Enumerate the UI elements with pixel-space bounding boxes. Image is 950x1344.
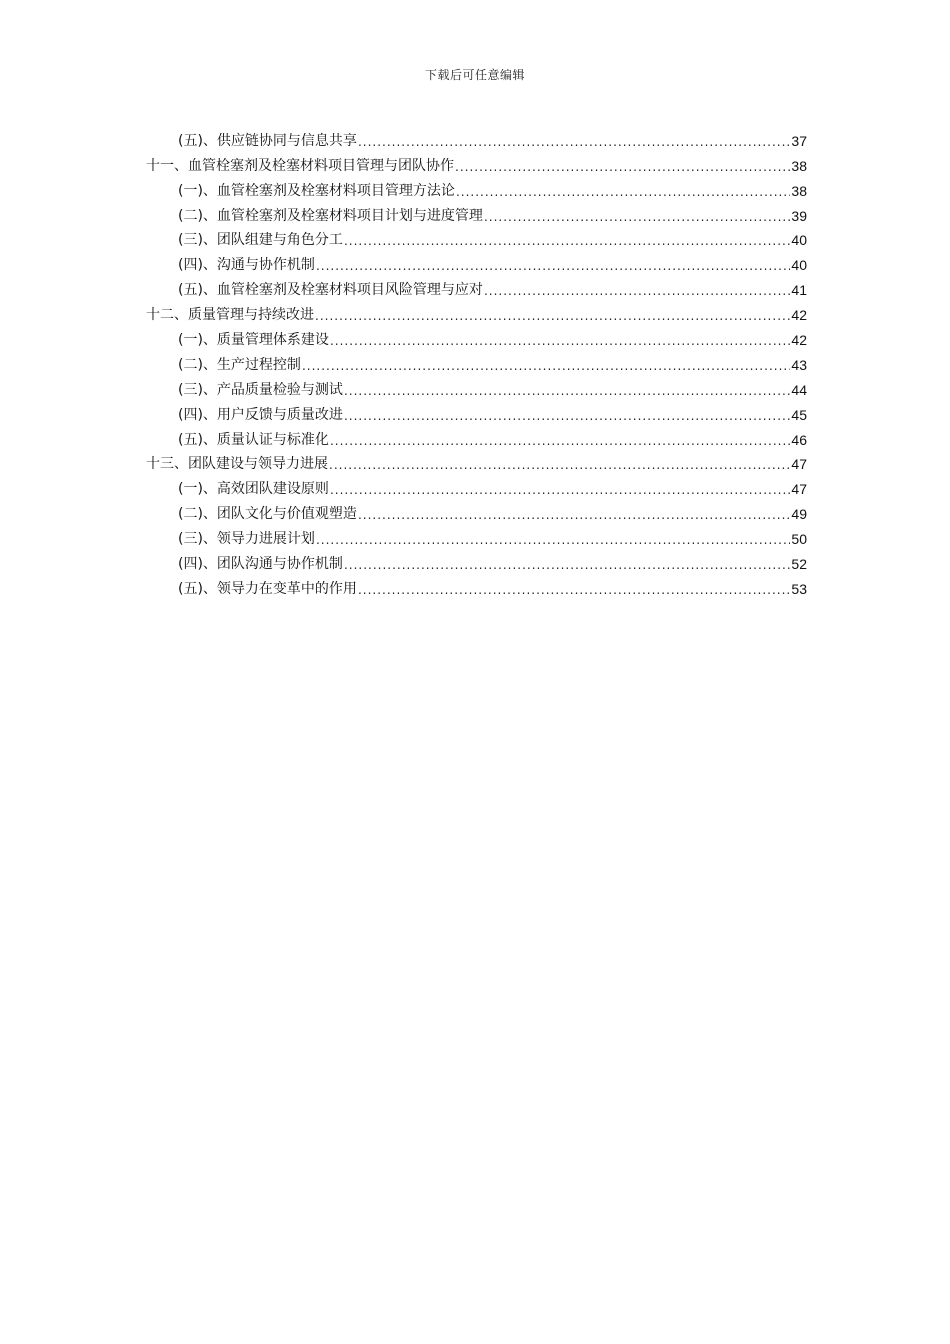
toc-page-number: 42 — [791, 332, 807, 349]
toc-entry-title: (五)、领导力在变革中的作用 — [178, 580, 357, 597]
toc-dot-leader — [344, 232, 790, 250]
page-header: 下载后可任意编辑 — [424, 68, 525, 82]
toc-dot-leader — [358, 133, 790, 151]
toc-entry[interactable] — [146, 350, 807, 375]
toc-page-number: 40 — [791, 232, 807, 249]
toc-entry-title: (四)、沟通与协作机制 — [178, 257, 315, 274]
toc-entry-title: (五)、质量认证与标准化 — [178, 431, 329, 448]
toc-entry[interactable] — [146, 375, 807, 400]
toc-page-number: 52 — [791, 556, 807, 573]
toc-entry[interactable] — [146, 574, 807, 599]
toc-page-number: 44 — [791, 381, 807, 398]
toc-entry[interactable] — [146, 549, 807, 574]
toc-dot-leader — [329, 456, 790, 474]
toc-entry[interactable] — [146, 126, 807, 151]
table-of-contents — [146, 126, 807, 599]
toc-page-number: 46 — [791, 431, 807, 448]
toc-page-number: 42 — [791, 307, 807, 324]
toc-dot-leader — [330, 332, 790, 350]
toc-entry[interactable] — [146, 275, 807, 300]
toc-entry-title: (一)、高效团队建设原则 — [178, 481, 329, 498]
toc-dot-leader — [358, 506, 790, 524]
toc-entry[interactable] — [146, 499, 807, 524]
toc-dot-leader — [484, 208, 790, 226]
toc-entry[interactable] — [146, 250, 807, 275]
toc-page-number: 49 — [791, 506, 807, 523]
toc-entry-title: (二)、团队文化与价值观塑造 — [178, 506, 357, 523]
toc-dot-leader — [344, 407, 790, 425]
toc-page-number: 47 — [791, 481, 807, 498]
toc-page-number: 47 — [791, 456, 807, 473]
toc-page-number: 43 — [791, 356, 807, 373]
toc-dot-leader — [316, 531, 790, 549]
toc-dot-leader — [315, 307, 790, 325]
toc-entry[interactable] — [146, 325, 807, 350]
toc-entry-title: (四)、团队沟通与协作机制 — [178, 556, 343, 573]
toc-entry[interactable] — [146, 524, 807, 549]
toc-dot-leader — [330, 432, 790, 450]
toc-entry[interactable] — [146, 450, 807, 475]
toc-entry[interactable] — [146, 474, 807, 499]
toc-entry-title: (三)、团队组建与角色分工 — [178, 232, 343, 249]
toc-dot-leader — [358, 581, 790, 599]
toc-dot-leader — [344, 382, 790, 400]
toc-dot-leader — [316, 257, 790, 275]
toc-entry[interactable] — [146, 425, 807, 450]
toc-page-number: 45 — [791, 406, 807, 423]
toc-entry-title: (二)、生产过程控制 — [178, 356, 301, 373]
toc-dot-leader — [302, 357, 790, 375]
toc-entry-title: 十三、团队建设与领导力进展 — [146, 456, 328, 473]
toc-entry[interactable] — [146, 201, 807, 226]
toc-entry-title: (四)、用户反馈与质量改进 — [178, 406, 343, 423]
toc-entry-title: (一)、质量管理体系建设 — [178, 332, 329, 349]
toc-page-number: 39 — [791, 207, 807, 224]
toc-page-number: 40 — [791, 257, 807, 274]
toc-entry-title: 十二、质量管理与持续改进 — [146, 307, 314, 324]
toc-page-number: 38 — [791, 182, 807, 199]
toc-entry-title: (一)、血管栓塞剂及栓塞材料项目管理方法论 — [178, 182, 455, 199]
toc-page-number: 50 — [791, 531, 807, 548]
toc-entry-title: (三)、领导力进展计划 — [178, 531, 315, 548]
toc-dot-leader — [484, 282, 790, 300]
toc-entry[interactable] — [146, 300, 807, 325]
toc-entry[interactable] — [146, 400, 807, 425]
toc-entry[interactable] — [146, 226, 807, 251]
toc-dot-leader — [455, 158, 790, 176]
toc-entry-title: (二)、血管栓塞剂及栓塞材料项目计划与进度管理 — [178, 207, 483, 224]
toc-dot-leader — [456, 183, 790, 201]
toc-entry[interactable] — [146, 176, 807, 201]
toc-entry-title: (三)、产品质量检验与测试 — [178, 381, 343, 398]
toc-dot-leader — [344, 556, 790, 574]
toc-dot-leader — [330, 481, 790, 499]
toc-page-number: 41 — [791, 282, 807, 299]
toc-entry[interactable] — [146, 151, 807, 176]
toc-entry-title: (五)、血管栓塞剂及栓塞材料项目风险管理与应对 — [178, 282, 483, 299]
toc-entry-title: 十一、血管栓塞剂及栓塞材料项目管理与团队协作 — [146, 157, 454, 174]
toc-page-number: 38 — [791, 157, 807, 174]
toc-entry-title: (五)、供应链协同与信息共享 — [178, 132, 357, 149]
toc-page-number: 37 — [791, 132, 807, 149]
toc-page-number: 53 — [791, 580, 807, 597]
